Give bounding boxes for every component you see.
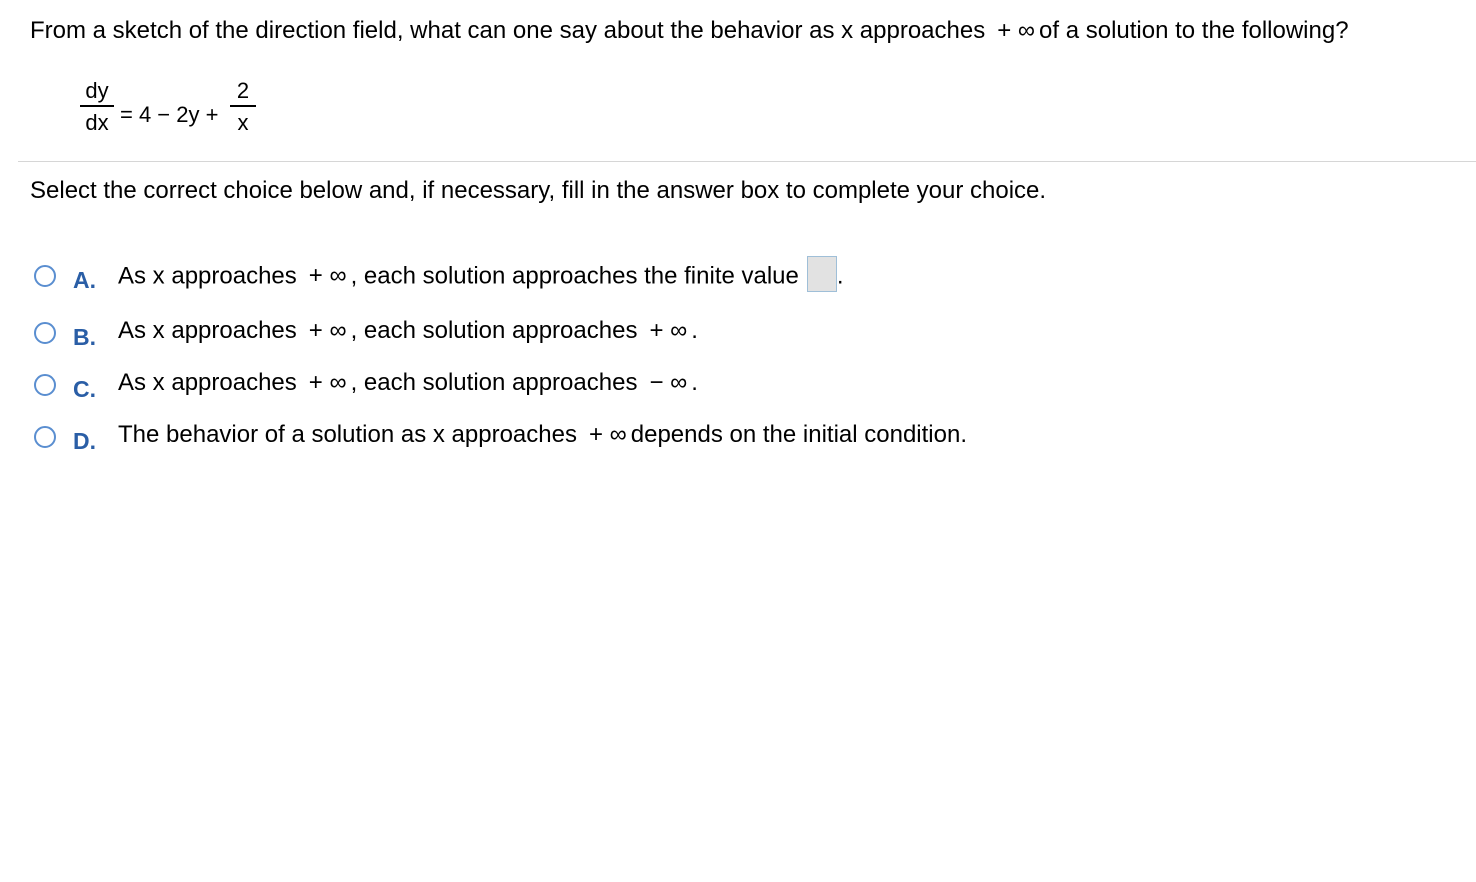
plus-infinity-symbol: + ∞	[308, 317, 347, 344]
radio-button-d[interactable]	[34, 426, 56, 448]
choice-text-c: As x approaches + ∞ , each solution approaches − ∞ .	[118, 369, 698, 396]
plus-infinity-symbol: + ∞	[308, 369, 347, 396]
radio-button-b[interactable]	[34, 322, 56, 344]
radio-button-c[interactable]	[34, 374, 56, 396]
dy-dx-fraction	[80, 78, 114, 136]
question-text	[30, 16, 1349, 46]
choice-text-a: As x approaches + ∞ , each solution approaches the finite value .	[118, 259, 844, 295]
plus-infinity-symbol: + ∞	[649, 317, 688, 344]
choice-text-b: As x approaches + ∞ , each solution approaches + ∞ .	[118, 317, 698, 344]
fraction-denominator-dx: dx	[85, 110, 109, 135]
equation-middle: = 4 − 2y +	[120, 102, 219, 127]
question-suffix: of a solution to the following?	[1039, 17, 1349, 44]
fraction-bar	[80, 105, 114, 107]
plus-infinity-symbol: + ∞	[308, 262, 347, 290]
section-divider	[18, 161, 1476, 162]
fraction-denominator-x: x	[237, 110, 249, 135]
choice-text-d: The behavior of a solution as x approaches + ∞ depends on the initial condition.	[118, 421, 967, 448]
answer-input-box[interactable]	[807, 256, 837, 292]
instruction-text: Select the correct choice below and, if necessary, fill in the answer box to complete your choice.	[30, 177, 1047, 204]
fraction-numerator-2: 2	[236, 78, 250, 103]
choice-letter-a: A.	[73, 267, 96, 293]
two-over-x-fraction	[230, 78, 256, 136]
radio-button-a[interactable]	[34, 265, 56, 287]
fraction-bar	[230, 105, 256, 107]
choice-letter-c: C.	[73, 376, 96, 402]
question-prefix: From a sketch of the direction field, what can one say about the behavior as x approaches	[30, 17, 986, 44]
plus-infinity-symbol: + ∞	[997, 17, 1036, 44]
plus-infinity-symbol: + ∞	[588, 421, 627, 448]
fraction-numerator-dy: dy	[85, 78, 109, 103]
choice-letter-b: B.	[73, 324, 96, 350]
minus-infinity-symbol: − ∞	[649, 369, 688, 396]
choice-letter-d: D.	[73, 428, 96, 454]
